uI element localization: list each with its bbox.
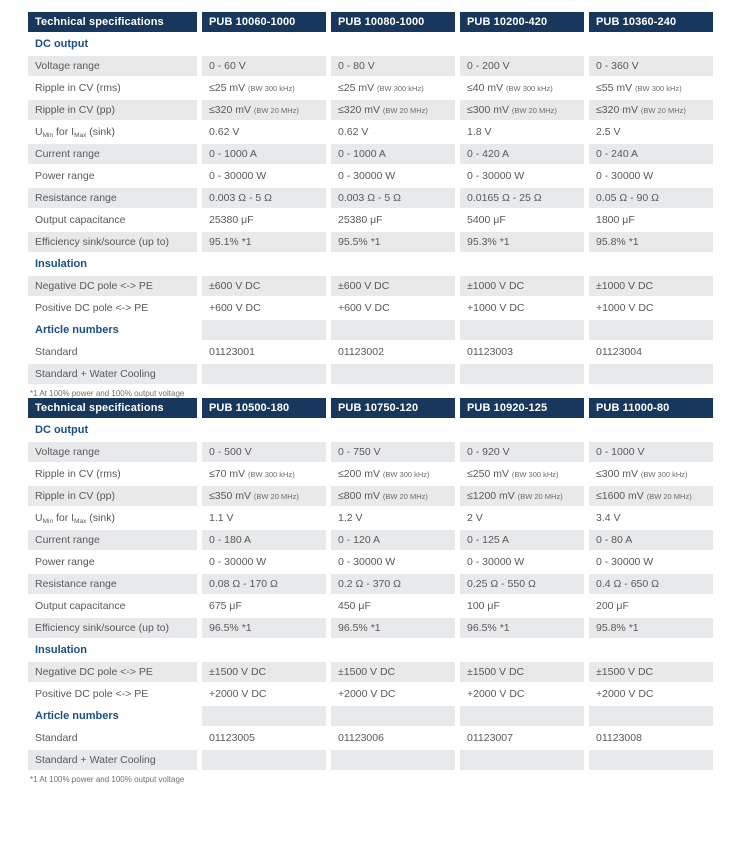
- spec-row: [28, 276, 713, 296]
- row-label: Standard: [35, 346, 78, 358]
- value-cell: [460, 320, 584, 340]
- value-cell: 200 μF: [596, 600, 629, 612]
- section-label: Article numbers: [28, 706, 197, 726]
- value-cell: +2000 V DC: [209, 688, 267, 700]
- spec-table-2: [28, 398, 713, 770]
- value-cell: 25380 μF: [209, 214, 254, 226]
- section-label: DC output: [28, 420, 197, 440]
- value-cell: ±1500 V DC: [202, 662, 326, 682]
- value-cell: [460, 750, 584, 770]
- value-cell: 0.05 Ω - 90 Ω: [589, 188, 713, 208]
- value-cell: [589, 640, 713, 660]
- footnote: *1 At 100% power and 100% output voltage: [30, 775, 185, 784]
- product-header-cell: PUB 10750-120: [331, 398, 455, 418]
- value-cell: ≤350 mV (BW 20 MHz): [202, 486, 326, 506]
- bandwidth-note: (BW 20 MHz): [511, 106, 557, 115]
- value-cell: 96.5% *1: [331, 618, 455, 638]
- value-cell: 0.62 V: [338, 126, 369, 138]
- row-label: Power range: [35, 170, 95, 182]
- value-cell: 1800 μF: [596, 214, 635, 226]
- value-cell: [331, 706, 455, 726]
- value-cell: ≤40 mV (BW 300 kHz): [467, 82, 553, 94]
- bandwidth-note: (BW 20 MHz): [382, 492, 428, 501]
- value-cell: 1.8 V: [467, 126, 492, 138]
- value-cell: 0 - 30000 W: [467, 556, 525, 568]
- value-cell: 01123006: [338, 732, 384, 744]
- spec-row: [28, 662, 713, 682]
- value-cell: 0 - 750 V: [331, 442, 455, 462]
- spec-row: [28, 100, 713, 120]
- value-cell: 95.8% *1: [589, 232, 713, 252]
- value-cell: [331, 640, 455, 660]
- spec-row: [28, 574, 713, 594]
- value-cell: 0.08 Ω - 170 Ω: [202, 574, 326, 594]
- section-row: [28, 640, 713, 660]
- table-header-row: [28, 398, 713, 418]
- value-cell: [202, 34, 326, 54]
- bandwidth-note: (BW 300 kHz): [382, 470, 430, 479]
- table-header-label: Technical specifications: [28, 398, 197, 418]
- bandwidth-note: (BW 20 MHz): [382, 106, 428, 115]
- spec-row: [28, 618, 713, 638]
- value-cell: +2000 V DC: [338, 688, 396, 700]
- value-cell: 5400 μF: [467, 214, 506, 226]
- product-header-cell: PUB 10200-420: [460, 12, 584, 32]
- row-label: Standard: [35, 732, 78, 744]
- spec-row: [28, 342, 713, 362]
- row-label: Resistance range: [28, 574, 197, 594]
- product-header-cell: PUB 10080-1000: [331, 12, 455, 32]
- value-cell: 0.003 Ω - 5 Ω: [331, 188, 455, 208]
- value-cell: [202, 420, 326, 440]
- spec-row: [28, 552, 713, 572]
- product-header-cell: PUB 10500-180: [202, 398, 326, 418]
- value-cell: 0 - 180 A: [202, 530, 326, 550]
- value-cell: [460, 640, 584, 660]
- row-label: Efficiency sink/source (up to): [28, 618, 197, 638]
- value-cell: ≤300 mV (BW 20 MHz): [460, 100, 584, 120]
- value-cell: [331, 420, 455, 440]
- bandwidth-note: (BW 20 MHz): [253, 106, 299, 115]
- value-cell: [589, 34, 713, 54]
- value-cell: 0 - 30000 W: [596, 556, 654, 568]
- value-cell: [589, 320, 713, 340]
- bandwidth-note: (BW 20 MHz): [253, 492, 299, 501]
- product-header-cell: PUB 10360-240: [589, 12, 713, 32]
- spec-row: [28, 508, 713, 528]
- value-cell: [589, 254, 713, 274]
- value-cell: [460, 420, 584, 440]
- value-cell: 0 - 30000 W: [209, 170, 267, 182]
- row-label: Voltage range: [28, 442, 197, 462]
- value-cell: ≤200 mV (BW 300 kHz): [338, 468, 430, 480]
- value-cell: [202, 640, 326, 660]
- value-cell: 2 V: [467, 512, 483, 524]
- spec-row: [28, 188, 713, 208]
- product-header-cell: PUB 11000-80: [589, 398, 713, 418]
- footnote: *1 At 100% power and 100% output voltage: [30, 389, 185, 398]
- spec-row: [28, 144, 713, 164]
- row-label: Positive DC pole <-> PE: [35, 688, 149, 700]
- value-cell: 0 - 60 V: [202, 56, 326, 76]
- value-cell: 0 - 30000 W: [596, 170, 654, 182]
- value-cell: ±600 V DC: [331, 276, 455, 296]
- product-header-cell: PUB 10060-1000: [202, 12, 326, 32]
- value-cell: 100 μF: [467, 600, 500, 612]
- value-cell: 95.3% *1: [460, 232, 584, 252]
- row-label: Current range: [28, 530, 197, 550]
- value-cell: 675 μF: [209, 600, 242, 612]
- value-cell: 01123003: [467, 346, 513, 358]
- row-label: Negative DC pole <-> PE: [28, 276, 197, 296]
- value-cell: 0 - 125 A: [460, 530, 584, 550]
- spec-row: [28, 750, 713, 770]
- value-cell: 0.62 V: [209, 126, 240, 138]
- value-cell: 0 - 240 A: [589, 144, 713, 164]
- value-cell: 0.0165 Ω - 25 Ω: [460, 188, 584, 208]
- value-cell: [202, 320, 326, 340]
- value-cell: +1000 V DC: [596, 302, 654, 314]
- value-cell: ±1500 V DC: [460, 662, 584, 682]
- value-cell: ≤1200 mV (BW 20 MHz): [460, 486, 584, 506]
- value-cell: 0 - 30000 W: [467, 170, 525, 182]
- value-cell: ≤300 mV (BW 300 kHz): [596, 468, 688, 480]
- value-cell: 0 - 200 V: [460, 56, 584, 76]
- value-cell: [589, 750, 713, 770]
- value-cell: 01123004: [596, 346, 642, 358]
- bandwidth-note: (BW 300 kHz): [640, 470, 688, 479]
- row-label: Negative DC pole <-> PE: [28, 662, 197, 682]
- value-cell: [460, 706, 584, 726]
- table-header-row: [28, 12, 713, 32]
- value-cell: [460, 254, 584, 274]
- value-cell: 1.2 V: [338, 512, 363, 524]
- value-cell: 01123005: [209, 732, 255, 744]
- value-cell: ≤320 mV (BW 20 MHz): [589, 100, 713, 120]
- value-cell: 0 - 80 A: [589, 530, 713, 550]
- spec-row: [28, 298, 713, 318]
- spec-row: [28, 728, 713, 748]
- value-cell: 0 - 1000 A: [331, 144, 455, 164]
- value-cell: ≤55 mV (BW 300 kHz): [596, 82, 682, 94]
- section-row: [28, 706, 713, 726]
- value-cell: 0 - 80 V: [331, 56, 455, 76]
- value-cell: [331, 254, 455, 274]
- value-cell: ≤250 mV (BW 300 kHz): [467, 468, 559, 480]
- spec-row: [28, 78, 713, 98]
- value-cell: [202, 254, 326, 274]
- bandwidth-note: (BW 300 kHz): [377, 84, 424, 93]
- value-cell: [460, 34, 584, 54]
- value-cell: [331, 320, 455, 340]
- value-cell: 01123008: [596, 732, 642, 744]
- bandwidth-note: (BW 300 kHz): [506, 84, 553, 93]
- section-row: [28, 34, 713, 54]
- section-row: [28, 320, 713, 340]
- row-label: Power range: [35, 556, 95, 568]
- value-cell: +2000 V DC: [596, 688, 654, 700]
- table-header-label: Technical specifications: [28, 12, 197, 32]
- row-label: Positive DC pole <-> PE: [35, 302, 149, 314]
- product-header-cell: PUB 10920-125: [460, 398, 584, 418]
- value-cell: ≤70 mV (BW 300 kHz): [209, 468, 295, 480]
- section-label: Insulation: [28, 254, 197, 274]
- value-cell: 0.4 Ω - 650 Ω: [589, 574, 713, 594]
- value-cell: ≤320 mV (BW 20 MHz): [331, 100, 455, 120]
- value-cell: 95.1% *1: [202, 232, 326, 252]
- value-cell: ±600 V DC: [202, 276, 326, 296]
- row-label: Output capacitance: [35, 600, 126, 612]
- row-label: $U_{Min}$ for $I_{Max}$ (sink): [35, 512, 115, 525]
- spec-row: [28, 464, 713, 484]
- row-label: Standard + Water Cooling: [28, 750, 197, 770]
- row-label: Ripple in CV (rms): [35, 468, 121, 480]
- row-label: Efficiency sink/source (up to): [28, 232, 197, 252]
- value-cell: 0 - 1000 A: [202, 144, 326, 164]
- section-label: Insulation: [28, 640, 197, 660]
- value-cell: [202, 364, 326, 384]
- bandwidth-note: (BW 20 MHz): [640, 106, 686, 115]
- spec-row: [28, 232, 713, 252]
- value-cell: 96.5% *1: [202, 618, 326, 638]
- value-cell: 95.5% *1: [331, 232, 455, 252]
- section-row: [28, 420, 713, 440]
- value-cell: ≤320 mV (BW 20 MHz): [202, 100, 326, 120]
- spec-row: [28, 364, 713, 384]
- spec-row: [28, 486, 713, 506]
- value-cell: 0 - 920 V: [460, 442, 584, 462]
- value-cell: +600 V DC: [209, 302, 261, 314]
- spec-row: [28, 166, 713, 186]
- value-cell: ≤1600 mV (BW 20 MHz): [589, 486, 713, 506]
- value-cell: [331, 750, 455, 770]
- value-cell: ±1500 V DC: [589, 662, 713, 682]
- spec-row: [28, 210, 713, 230]
- bandwidth-note: (BW 300 kHz): [248, 84, 295, 93]
- value-cell: 1.1 V: [209, 512, 234, 524]
- value-cell: [589, 364, 713, 384]
- value-cell: 0.003 Ω - 5 Ω: [202, 188, 326, 208]
- row-label: Resistance range: [28, 188, 197, 208]
- value-cell: ±1500 V DC: [331, 662, 455, 682]
- value-cell: 0 - 420 A: [460, 144, 584, 164]
- value-cell: 0 - 360 V: [589, 56, 713, 76]
- value-cell: 0 - 1000 V: [589, 442, 713, 462]
- value-cell: +2000 V DC: [467, 688, 525, 700]
- value-cell: ±1000 V DC: [460, 276, 584, 296]
- spec-row: [28, 122, 713, 142]
- value-cell: +1000 V DC: [467, 302, 525, 314]
- value-cell: [202, 750, 326, 770]
- value-cell: ≤800 mV (BW 20 MHz): [331, 486, 455, 506]
- row-label: Ripple in CV (pp): [28, 100, 197, 120]
- value-cell: 01123001: [209, 346, 255, 358]
- value-cell: 0 - 30000 W: [338, 170, 396, 182]
- value-cell: 0 - 30000 W: [338, 556, 396, 568]
- row-label: Output capacitance: [35, 214, 126, 226]
- value-cell: 01123007: [467, 732, 513, 744]
- value-cell: 95.8% *1: [589, 618, 713, 638]
- value-cell: [331, 364, 455, 384]
- value-cell: 01123002: [338, 346, 384, 358]
- value-cell: 2.5 V: [596, 126, 621, 138]
- value-cell: [460, 364, 584, 384]
- value-cell: 96.5% *1: [460, 618, 584, 638]
- value-cell: ≤25 mV (BW 300 kHz): [338, 82, 424, 94]
- value-cell: 0.25 Ω - 550 Ω: [460, 574, 584, 594]
- spec-row: [28, 442, 713, 462]
- value-cell: ±1000 V DC: [589, 276, 713, 296]
- bandwidth-note: (BW 300 kHz): [635, 84, 682, 93]
- row-label: Standard + Water Cooling: [28, 364, 197, 384]
- value-cell: 0 - 30000 W: [209, 556, 267, 568]
- spec-row: [28, 596, 713, 616]
- spec-row: [28, 530, 713, 550]
- value-cell: [202, 706, 326, 726]
- section-label: Article numbers: [28, 320, 197, 340]
- value-cell: [589, 706, 713, 726]
- row-label: Ripple in CV (pp): [28, 486, 197, 506]
- row-label: Voltage range: [28, 56, 197, 76]
- spec-table-1: [28, 12, 713, 384]
- row-label: Ripple in CV (rms): [35, 82, 121, 94]
- section-label: DC output: [28, 34, 197, 54]
- spec-row: [28, 684, 713, 704]
- bandwidth-note: (BW 300 kHz): [511, 470, 559, 479]
- value-cell: +600 V DC: [338, 302, 390, 314]
- row-label: $U_{Min}$ for $I_{Max}$ (sink): [35, 126, 115, 139]
- section-row: [28, 254, 713, 274]
- value-cell: 3.4 V: [596, 512, 621, 524]
- bandwidth-note: (BW 300 kHz): [248, 470, 295, 479]
- value-cell: 0 - 120 A: [331, 530, 455, 550]
- bandwidth-note: (BW 20 MHz): [646, 492, 692, 501]
- row-label: Current range: [28, 144, 197, 164]
- value-cell: ≤25 mV (BW 300 kHz): [209, 82, 295, 94]
- bandwidth-note: (BW 20 MHz): [517, 492, 563, 501]
- value-cell: 25380 μF: [338, 214, 383, 226]
- value-cell: 0 - 500 V: [202, 442, 326, 462]
- value-cell: 0.2 Ω - 370 Ω: [331, 574, 455, 594]
- value-cell: [331, 34, 455, 54]
- spec-row: [28, 56, 713, 76]
- value-cell: [589, 420, 713, 440]
- value-cell: 450 μF: [338, 600, 371, 612]
